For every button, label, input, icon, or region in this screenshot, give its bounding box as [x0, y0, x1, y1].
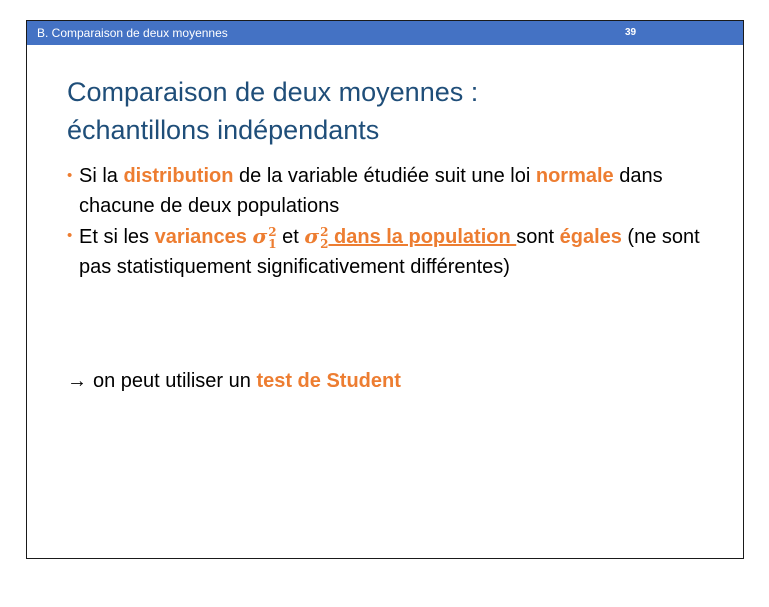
sigma-1-squared	[252, 224, 277, 251]
sigma-1-exponent: 2	[268, 224, 277, 239]
bullet-text: dans chacune de deux populations	[79, 165, 663, 217]
bullet-text: sont	[516, 226, 560, 248]
conclusion	[67, 366, 401, 396]
bullet-list	[67, 161, 707, 282]
sigma-2-squared	[304, 224, 329, 251]
arrow-right-icon: →	[67, 370, 87, 392]
sigma-symbol: σ	[252, 224, 268, 248]
keyword-egales: égales	[559, 226, 622, 248]
conclusion-text: on peut utiliser un	[93, 370, 257, 392]
bullet-dot-icon: •	[67, 167, 73, 184]
sigma-1-index: 1	[268, 236, 277, 251]
bullet-variances	[67, 221, 707, 282]
sigma-2-index: 2	[320, 236, 329, 251]
sigma-symbol: σ	[304, 224, 320, 248]
keyword-dans-la-population: dans la population	[328, 226, 517, 248]
page-number: 39	[625, 27, 637, 38]
bullet-text: (ne sont pas statistiquement significativement différentes)	[79, 226, 700, 278]
slide-title	[67, 73, 707, 149]
keyword-test-de-student: test de Student	[256, 370, 401, 392]
bullet-text: Et si les	[79, 226, 155, 248]
title-line-2: échantillons indépendants	[67, 115, 380, 145]
keyword-variances: variances	[154, 226, 253, 248]
bullet-text: de la variable étudiée suit une loi	[233, 165, 536, 187]
keyword-distribution: distribution	[123, 165, 234, 187]
header-bar	[27, 21, 743, 45]
sigma-2-exponent: 2	[320, 224, 329, 239]
bullet-dot-icon: •	[67, 227, 73, 244]
keyword-normale: normale	[535, 165, 614, 187]
title-line-1: Comparaison de deux moyennes :	[67, 77, 479, 107]
bullet-text: et	[276, 226, 305, 248]
slide	[26, 20, 744, 559]
bullet-text: Si la	[79, 165, 124, 187]
bullet-normality	[67, 161, 707, 221]
section-label: B. Comparaison de deux moyennes	[37, 26, 228, 40]
